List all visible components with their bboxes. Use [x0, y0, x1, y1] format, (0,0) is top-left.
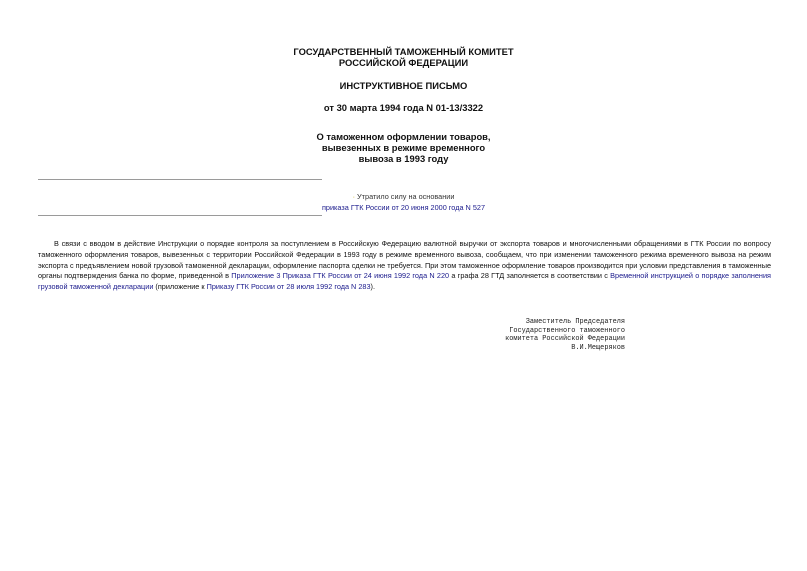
issuer-heading	[200, 46, 607, 68]
divider-top	[38, 179, 322, 180]
lost-force-note	[300, 191, 507, 213]
lost-force-link[interactable]: приказа ГТК России от 20 июня 2000 года N 527	[321, 203, 486, 212]
subject-line-2: вывезенных в режиме временного	[321, 142, 486, 153]
signer-name: В.И.Мещеряков	[571, 343, 625, 352]
signature-block	[480, 318, 625, 352]
order283-link[interactable]: Приказу ГТК России от 28 июля 1992 года N 283	[206, 282, 371, 292]
body-text-3: (приложение к	[153, 282, 207, 292]
document-kind: ИНСТРУКТИВНОЕ ПИСЬМО	[339, 80, 468, 91]
signature-line-2: Государственного таможенного	[509, 326, 625, 335]
body-text-1: В связи с вводом в действие Инструкции о порядке контроля за поступлением в Российскую Федерацию валютной выручки от экспорта товаров и многочисленными обращениями в ГТК России по вопросу таможенного оформления товаров, вывезенных с территории Российской Федерации в 1993 году в режиме временного вывоза, сообщаем, что при изменении таможенного режима временного вывоза на режим экспорта с предъявлением новой грузовой таможенной декларации, оформление паспорта сделки не требуется. При этом таможенное оформление товаров производится при условии представления в таможенные органы подтверждения банка по форме, приведенной в	[38, 239, 771, 281]
lost-force-text: Утратило силу на основании	[357, 192, 455, 201]
body-text-4: ).	[370, 282, 376, 292]
signature-line-3: комитета Российской Федерации	[505, 335, 625, 344]
body-paragraph	[38, 239, 771, 293]
signature-line-1: Заместитель Председателя	[525, 318, 625, 326]
note-marker-icon: ·	[352, 192, 355, 201]
issuer-line-1: ГОСУДАРСТВЕННЫЙ ТАМОЖЕННЫЙ КОМИТЕТ	[293, 46, 514, 57]
document-subject	[200, 131, 607, 164]
appendix3-order220-link[interactable]: Приложение 3 Приказа ГТК России от 24 июня 1992 года N 220	[231, 271, 450, 281]
subject-line-3: вывоза в 1993 году	[358, 153, 449, 164]
temporary-instruction-link[interactable]: Временной инструкцией о порядке заполнения грузовой таможенной декларации	[38, 271, 771, 292]
document-date: от 30 марта 1994 года N 01-13/3322	[323, 102, 484, 113]
body-text-2: а графа 28 ГТД заполняется в соответствии с	[449, 271, 611, 281]
subject-line-1: О таможенном оформлении товаров,	[316, 131, 491, 142]
issuer-line-2: РОССИЙСКОЙ ФЕДЕРАЦИИ	[338, 57, 469, 68]
divider-bottom	[38, 215, 322, 216]
